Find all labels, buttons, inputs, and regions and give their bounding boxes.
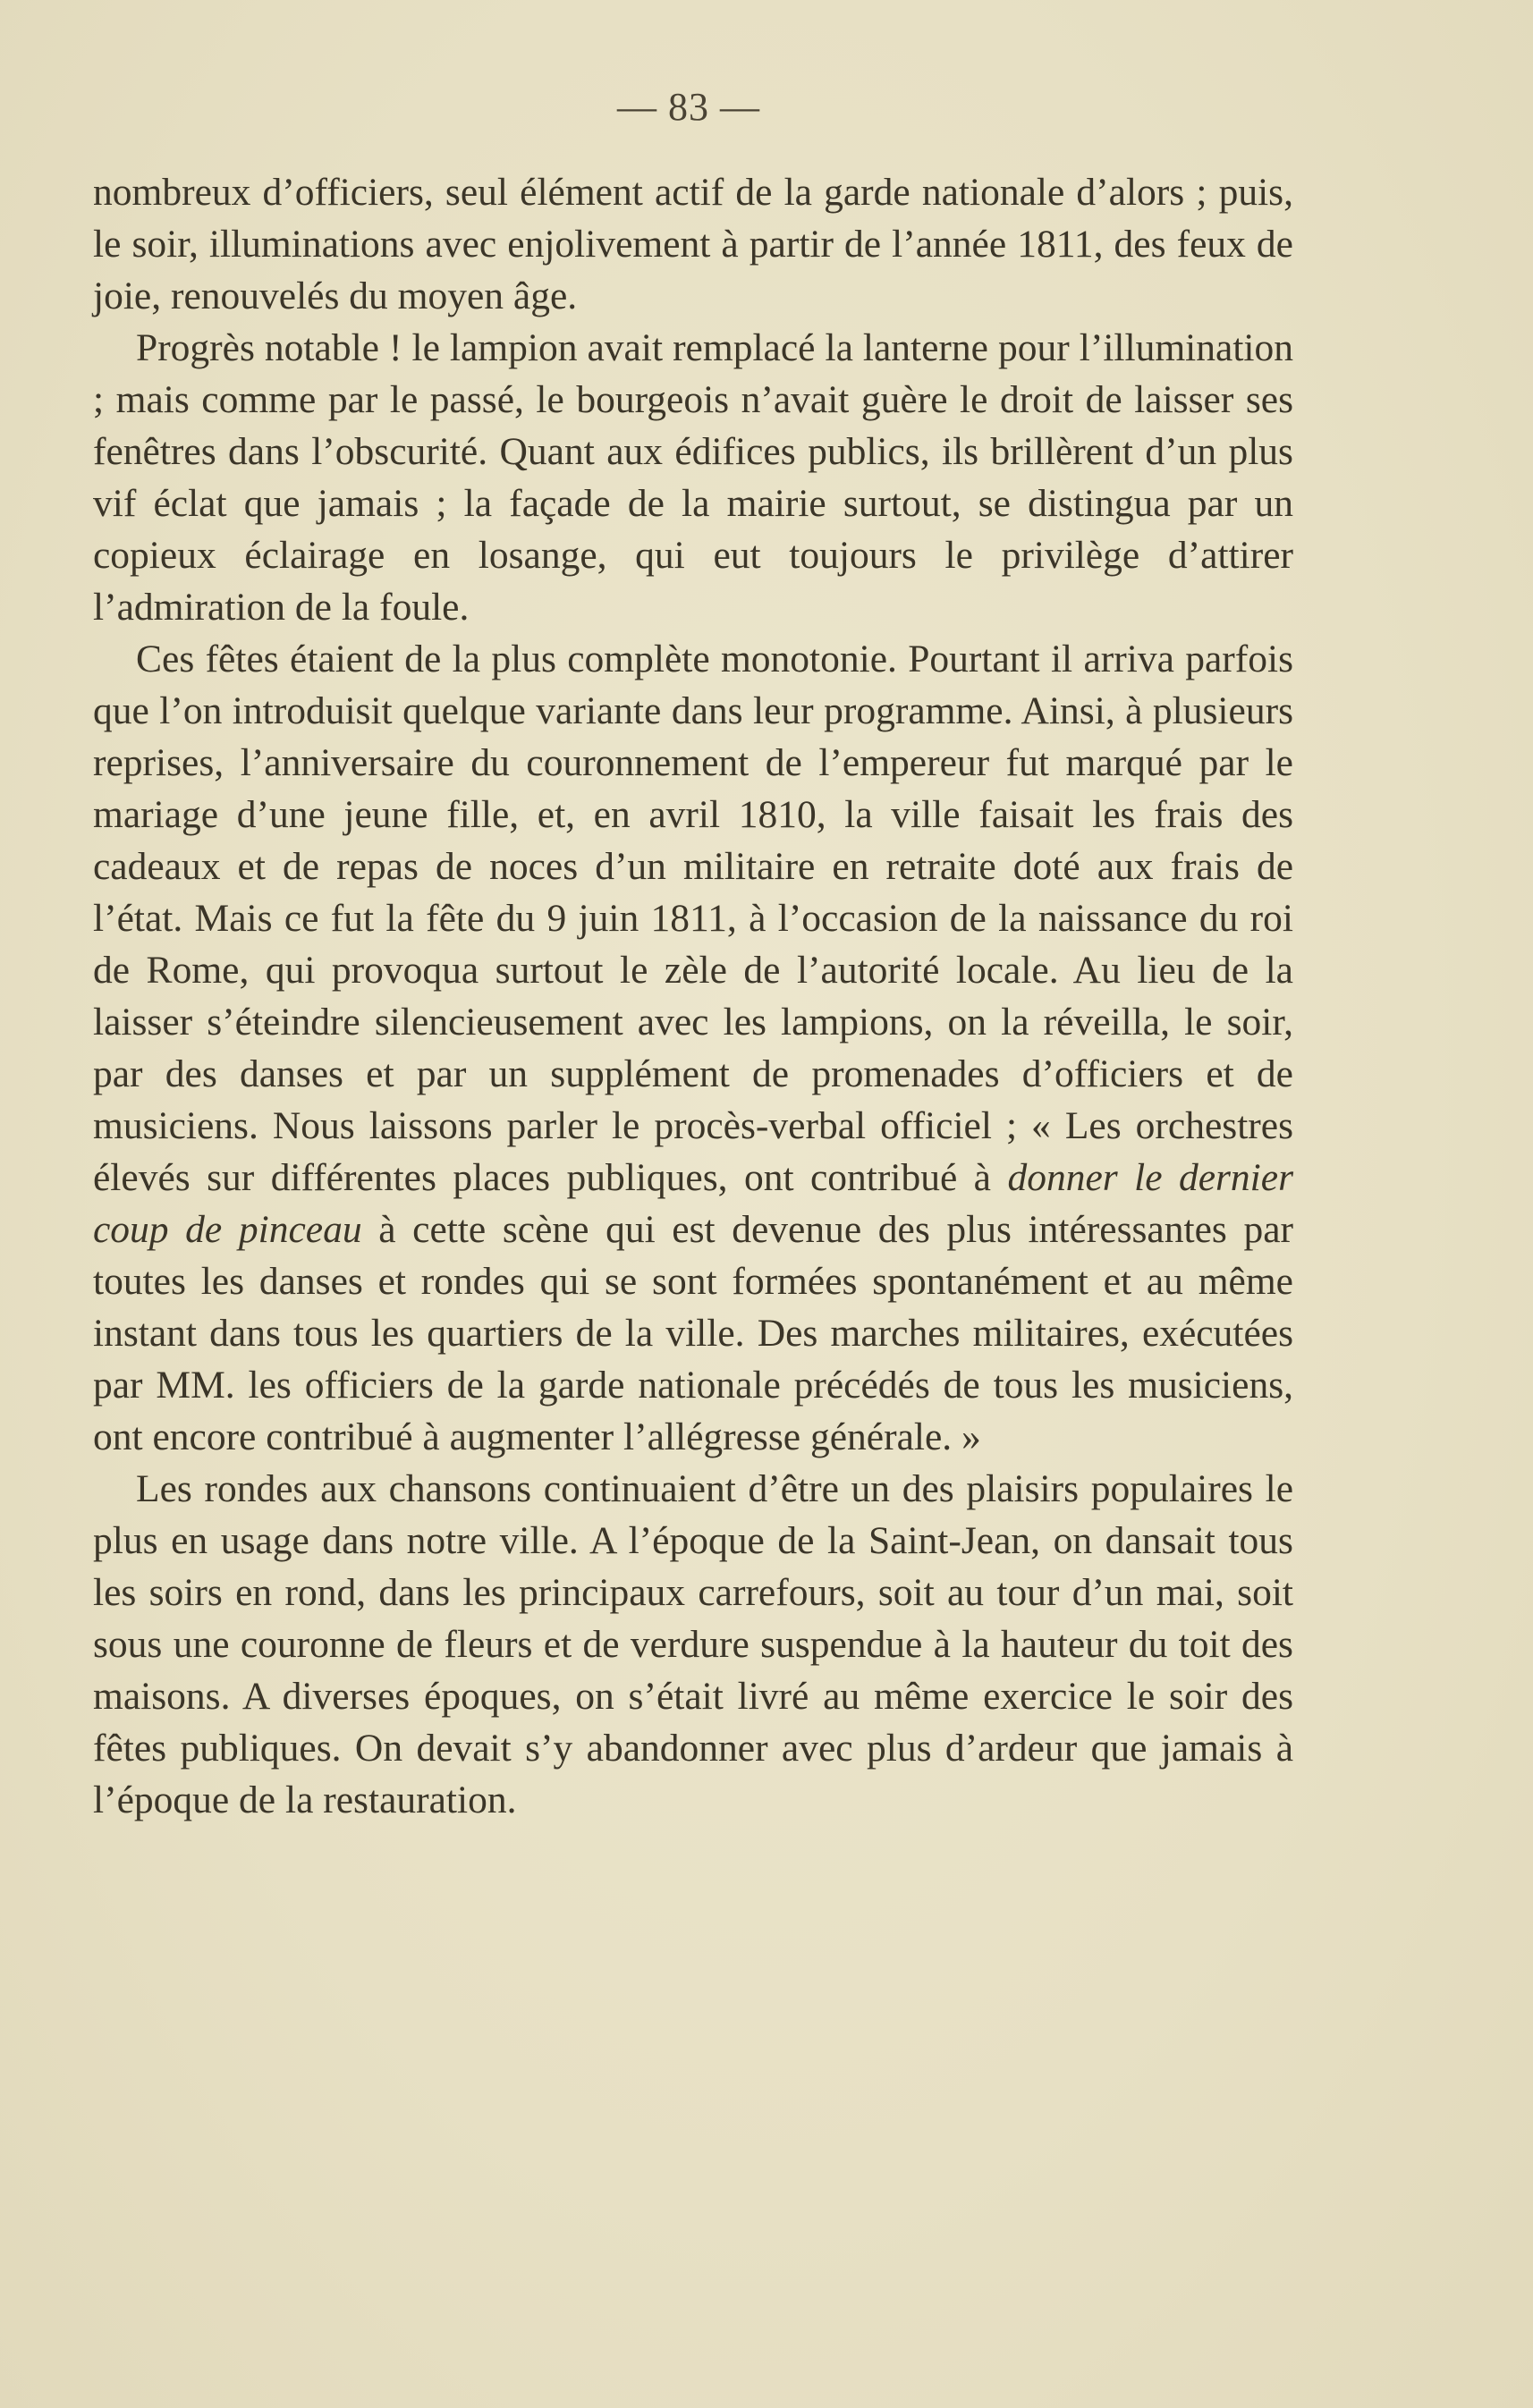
paragraph-2: Progrès notable ! le lampion avait remplacé la lanterne pour l’illumination ; mais comme par le passé, le bourgeois n’avait guère le droit de laisser ses fenêtres dans l’obscurité. Quant aux édifices publics, ils brillèrent d’un plus vif éclat que jamais ; la façade de la mairie surtout, se distingua par un copieux éclairage en losange, qui eut toujours le privilège d’attirer l’admiration de la foule.: [93, 326, 1293, 629]
paragraph-4: Les rondes aux chansons continuaient d’être un des plaisirs populaires le plus en usage dans notre ville. A l’époque de la Saint-Jean, on dansait tous les soirs en rond, dans les principaux carrefours, soit au tour d’un mai, soit sous une couronne de fleurs et de verdure suspendue à la hauteur du toit des maisons. A diverses époques, on s’était livré au même exercice le soir des fêtes publiques. On devait s’y abandonner avec plus d’ardeur que jamais à l’époque de la restauration.: [93, 1467, 1293, 1821]
page-number: — 83 —: [617, 85, 760, 129]
paragraph-3: [93, 633, 1293, 1463]
paragraph-3-part-2: à cette scène qui est devenue des plus intéressantes par toutes les danses et rondes qui se sont formées spontanément et au même instant dans tous les quartiers de la ville. Des marches militaires, exécutées par MM. les officiers de la garde nationale précédés de tous les musiciens, ont encore contribué à augmenter l’allégresse générale. »: [93, 1208, 1293, 1458]
body-text: [93, 166, 1293, 1826]
paragraph-3-part-1: Ces fêtes étaient de la plus complète monotonie. Pourtant il arriva parfois que l’on introduisit quelque variante dans leur programme. Ainsi, à plusieurs reprises, l’anniversaire du couronnement de l’empereur fut marqué par le mariage d’une jeune fille, et, en avril 1810, la ville faisait les frais des cadeaux et de repas de noces d’un militaire en retraite doté aux frais de l’état. Mais ce fut la fête du 9 juin 1811, à l’occasion de la naissance du roi de Rome, qui provoqua surtout le zèle de l’autorité locale. Au lieu de la laisser s’éteindre silencieusement avec les lampions, on la réveilla, le soir, par des danses et par un supplément de promenades d’officiers et de musiciens. Nous laissons parler le procès-verbal officiel ; « Les orchestres élevés sur différentes places publiques, ont contribué à: [93, 638, 1293, 1199]
paragraph-3-italic-quote: donner le dernier coup de pinceau: [93, 1156, 1293, 1251]
paragraph-1: nombreux d’officiers, seul élément actif de la garde nationale d’alors ; puis, le soir, illuminations avec enjolivement à partir de l’année 1811, des feux de joie, renouvelés du moyen âge.: [93, 171, 1293, 317]
